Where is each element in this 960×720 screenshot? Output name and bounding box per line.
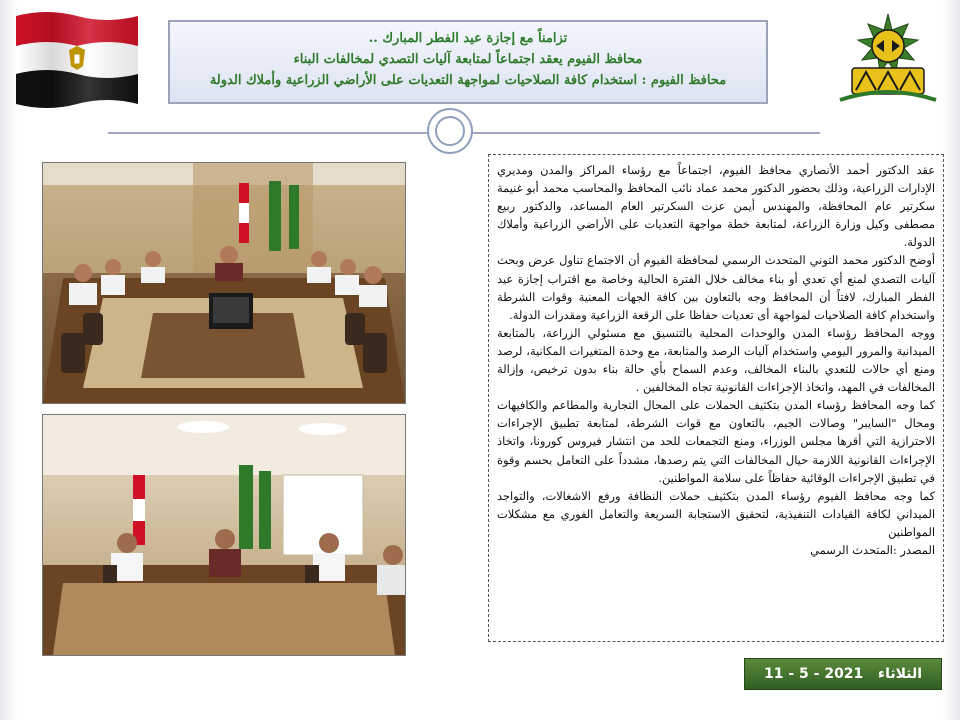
divider-circle-inner [435,116,465,146]
article-source: المصدر :المتحدث الرسمي [810,542,935,557]
divider-circle-ornament [427,108,473,154]
fayoum-governorate-logo-icon [832,10,944,106]
article-body [488,154,944,642]
headline-line-1: تزامناً مع إجازة عيد الفطر المبارك .. [368,31,568,46]
article-paragraph-5: كما وجه محافظ الفيوم رؤساء المدن بتكثيف حملات النظافة ورفع الاشغالات، والتواجد الميداني لكافة القيادات التنفيذية، لتحقيق الاستجابة السريعة والتعامل الفوري مع مشكلات المواطنين [497,488,935,539]
article-paragraph-2: أوضح الدكتور محمد التوني المتحدث الرسمي لمحافظة الفيوم أن الاجتماع تناول عرض وبحث آليات التصدي لمنع أي تعدي أو بناء مخالف خلال الفترة الحالية وخاصة مع اقتراب إجازة عيد الفطر المبارك، لافتاً أن المحافظ وجه بالتعاون بين كافة الجهات المعنية وقوات الشرطة واستخدام كافة الصلاحيات لمواجهة أى تعديات حفاظا على الرقعة الزراعية ومقدرات الدولة. [497,253,935,322]
headline-line-2: محافظ الفيوم يعقد اجتماعاً لمتابعة آليات التصدي لمخالفات البناء [293,52,643,67]
meeting-photo-2 [42,414,406,656]
date-day: الثلاثاء [877,666,922,682]
egypt-flag-icon [12,8,142,108]
article-paragraph-4: كما وجه المحافظ رؤساء المدن بتكثيف الحملات على المحال التجارية والمطاعم والكافيهات ومحال "السايبر" وصالات الجيم، بالتعاون مع قوات الشرطة، لمتابعة تطبيق الإجراءات الاحترازية التي أقرها مجلس الوزراء، ومنع التجمعات للحد من انتشار فيروس كورونا، واتخاذ الإجراءات القانونية اللازمة حيال المخالفات التي يتم رصدها، مشدداً على التعامل بحسم وقوة في تطبيق الإجراءات الوقائية حفاظاً على سلامة المواطنين. [497,398,935,485]
headline-line-3: محافظ الفيوم : استخدام كافة الصلاحيات لمواجهة التعديات على الأراضي الزراعية وأملاك الدولة [209,73,727,88]
date-value: 11 - 5 - 2021 [763,666,864,682]
date-banner [744,658,942,690]
headline-box [168,20,768,104]
right-side-band [942,0,960,720]
article-paragraph-3: ووجه المحافظ رؤساء المدن والوحدات المحلية بالتنسيق مع مسئولي الزراعة، بالمتابعة الميدانية والمرور اليومي واستخدام آليات الرصد والمتابعة، مع وحدة المتغيرات المكانية، لرصد ومنع أي حالات للتعدي بالبناء المخالف، وعدم السماح بأي حالة بناء بدون ترخيص، وإزالة المخالفات في المهد، واتخاذ الإجراءات القانونية تجاه المخالفين . [497,325,935,395]
meeting-photo-1 [42,162,406,404]
article-paragraph-1: عقد الدكتور أحمد الأنصاري محافظ الفيوم، اجتماعاً مع رؤساء المراكز والمدن ومديري الإدارات الزراعية، وذلك بحضور الدكتور محمد عماد نائب المحافظ والمحاسب محمد أبو غنيمة سكرتير عام المحافظة، والمهندس أيمن عزت السكرتير العام المساعد، والدكتور ربيع مصطفى وكيل وزارة الزراعة، لمتابعة خطة مواجهة التعديات على الأراضي الزراعية وأملاك الدولة. [497,163,935,250]
